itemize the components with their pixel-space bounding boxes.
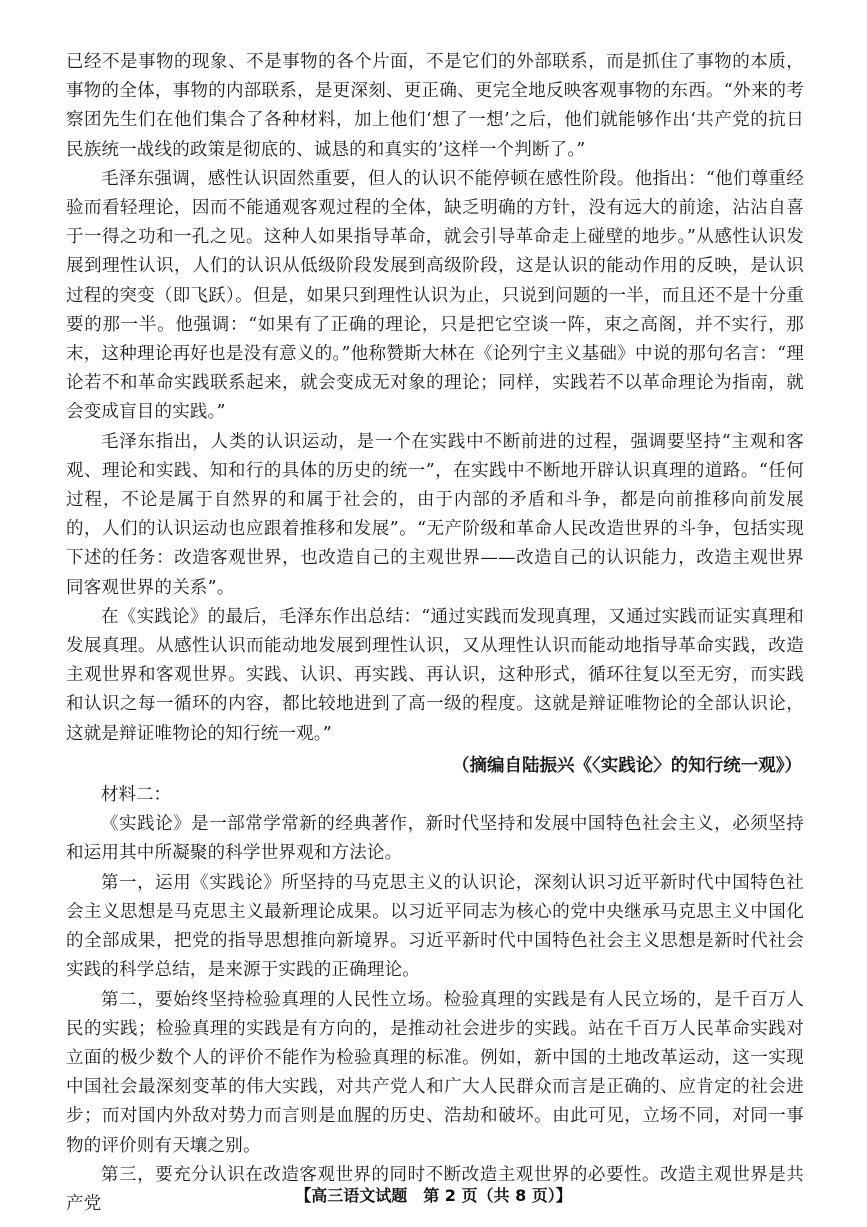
document-body <box>66 48 804 1219</box>
paragraph-perceptual-to-rational: 毛泽东强调，感性认识固然重要，但人的认识不能停顿在感性阶段。他指出：“他们尊重经验而看轻理论，因而不能通观客观过程的全体，缺乏明确的方针，没有远大的前途，沾沾自喜于一得之功和一孔之见。这种人如果指导革命，就会引导革命走上碰壁的地步。”从感性认识发展到理性认识，人们的认识从低级阶段发展到高级阶段，这是认识的能动作用的反映，是认识过程的突变（即飞跃）。但是，如果只到理性认识为止，只说到问题的一半，而且还不是十分重要的那一半。他强调：“如果有了正确的理论，只是把它空谈一阵，束之高阁，并不实行，那末，这种理论再好也是没有意义的。”他称赞斯大林在《论列宁主义基础》中说的那句名言：“理论若不和革命实践联系起来，就会变成无对象的理论；同样，实践若不以革命理论为指南，就会变成盲目的实践。” <box>66 168 804 423</box>
paragraph-third-point: 第三，要充分认识在改造客观世界的同时不断改造主观世界的必要性。改造主观世界是共产党 <box>66 1164 804 1214</box>
paragraph-continued: 已经不是事物的现象、不是事物的各个片面，不是它们的外部联系，而是抓住了事物的本质，事物的全体，事物的内部联系，是更深刻、更正确、更完全地反映客观事物的东西。“外来的考察团先生们在他们集合了各种材料，加上他们‘想了一想’之后，他们就能够作出‘共产党的抗日民族统一战线的政策是彻底的、诚恳的和真实的’这样一个判断了。” <box>66 52 804 160</box>
paragraph-second-point: 第二，要始终坚持检验真理的人民性立场。检验真理的实践是有人民立场的，是千百万人民的实践；检验真理的实践是有方向的，是推动社会进步的实践。站在千百万人民革命实践对立面的极少数个人的评价不能作为检验真理的标准。例如，新中国的土地改革运动，这一实现中国社会最深刻变革的伟大实践，对共产党人和广大人民群众而言是正确的、应肯定的社会进步；而对国内外敌对势力而言则是血腥的历史、浩劫和破坏。由此可见，立场不同，对同一事物的评价则有天壤之别。 <box>66 989 804 1156</box>
source-citation: （摘编自陆振兴《〈实践论〉的知行统一观》） <box>452 755 802 776</box>
paragraph-first-point: 第一，运用《实践论》所坚持的马克思主义的认识论，深刻认识习近平新时代中国特色社会主义思想是马克思主义最新理论成果。以习近平同志为核心的党中央继承马克思主义中国化的全部成果，把党的指导思想推向新境界。习近平新时代中国特色社会主义思想是新时代社会实践的科学总结，是来源于实践的正确理论。 <box>66 872 804 981</box>
section-heading-material-two: 材料二： <box>101 785 171 806</box>
paragraph-conclusion: 在《实践论》的最后，毛泽东作出总结：“通过实践而发现真理，又通过实践而证实真理和发展真理。从感性认识而能动地发展到理性认识，又从理性认识而能动地指导革命实践，改造主观世界和客观世界。实践、认识、再实践、再认识，这种形式，循环往复以至无穷，而实践和认识之每一循环的内容，都比较地进到了高一级的程度。这就是辩证唯物论的全部认识论，这就是辩证唯物论的知行统一观。” <box>66 606 804 744</box>
paragraph-cognitive-movement: 毛泽东指出，人类的认识运动，是一个在实践中不断前进的过程，强调要坚持“主观和客观、理论和实践、知和行的具体的历史的统一”，在实践中不断地开辟认识真理的道路。“任何过程，不论是属于自然界的和属于社会的，由于内部的矛盾和斗争，都是向前推移向前发展的，人们的认识运动也应跟着推移和发展”。“无产阶级和革命人民改造世界的斗争，包括实现下述的任务：改造客观世界，也改造自己的主观世界——改造自己的认识能力，改造主观世界同客观世界的关系”。 <box>66 431 804 598</box>
paragraph-classic-work: 《实践论》是一部常学常新的经典著作，新时代坚持和发展中国特色社会主义，必须坚持和运用其中所凝聚的科学世界观和方法论。 <box>66 814 804 864</box>
page-footer: 【高三语文试题 第 2 页（共 8 页）】 <box>295 1186 572 1205</box>
